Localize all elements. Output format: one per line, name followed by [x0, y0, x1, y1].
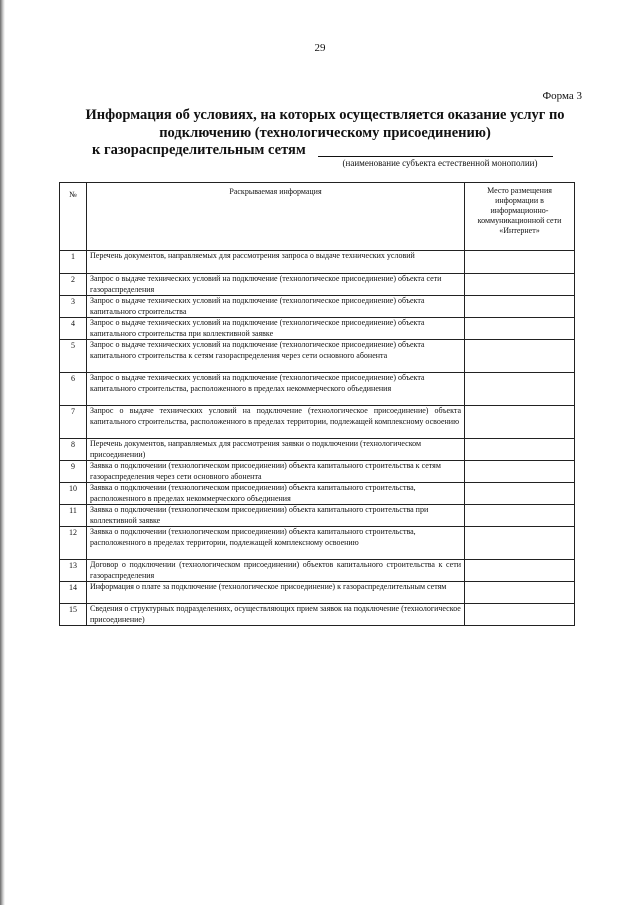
table-row	[60, 439, 575, 461]
row-place-cell	[465, 560, 575, 582]
row-place-cell	[465, 318, 575, 340]
row-info-text: Заявка о подключении (технологическом присоединении) объекта капитального строительства, расположенного в пределах некоммерческого объединения	[87, 483, 465, 505]
row-info-text: Запрос о выдаче технических условий на подключение (технологическое присоединение) объекта капитального строительства, расположенного в пределах некоммерческого объединения	[87, 373, 465, 406]
row-number: 6	[60, 373, 87, 406]
row-place-cell	[465, 483, 575, 505]
header-place: Место размещения информации в информационно-коммуникационной сети «Интернет»	[465, 183, 575, 251]
row-info-text: Перечень документов, направляемых для рассмотрения запроса о выдаче технических условий	[87, 251, 465, 274]
table-header-row	[60, 183, 575, 251]
row-place-cell	[465, 582, 575, 604]
row-info-text: Запрос о выдаче технических условий на подключение (технологическое присоединение) объекта капитального строительства, расположенного в пределах территории, подлежащей комплексному освоению	[87, 406, 465, 439]
document-title	[60, 106, 590, 142]
table-row	[60, 461, 575, 483]
row-number: 5	[60, 340, 87, 373]
scan-page-edge	[0, 0, 5, 905]
row-place-cell	[465, 373, 575, 406]
row-number: 11	[60, 505, 87, 527]
row-info-text: Заявка о подключении (технологическом присоединении) объекта капитального строительства к сетям газораспределения через сети основного абонента	[87, 461, 465, 483]
row-number: 9	[60, 461, 87, 483]
row-place-cell	[465, 340, 575, 373]
table-row	[60, 560, 575, 582]
row-place-cell	[465, 406, 575, 439]
title-line-2: подключению (технологическому присоединению)	[159, 125, 491, 141]
row-number: 7	[60, 406, 87, 439]
row-place-cell	[465, 274, 575, 296]
table-row	[60, 296, 575, 318]
row-place-cell	[465, 251, 575, 274]
table-row	[60, 406, 575, 439]
table-row	[60, 274, 575, 296]
title-line-1: Информация об условиях, на которых осуществляется оказание услуг по	[85, 107, 565, 123]
table-row	[60, 604, 575, 626]
row-info-text: Сведения о структурных подразделениях, осуществляющих прием заявок на подключение (технологическое присоединение)	[87, 604, 465, 626]
row-number: 14	[60, 582, 87, 604]
title-line-3: к газораспределительным сетям	[92, 142, 306, 158]
row-info-text: Запрос о выдаче технических условий на подключение (технологическое присоединение) объекта сети газораспределения	[87, 274, 465, 296]
table-row	[60, 483, 575, 505]
row-place-cell	[465, 527, 575, 560]
row-number: 13	[60, 560, 87, 582]
row-place-cell	[465, 461, 575, 483]
table-row	[60, 373, 575, 406]
header-info: Раскрываемая информация	[87, 183, 465, 251]
row-number: 10	[60, 483, 87, 505]
row-place-cell	[465, 439, 575, 461]
row-info-text: Договор о подключении (технологическом присоединении) объектов капитального строительства к сети газораспределения	[87, 560, 465, 582]
row-number: 8	[60, 439, 87, 461]
table-row	[60, 505, 575, 527]
row-info-text: Заявка о подключении (технологическом присоединении) объекта капитального строительства, расположенного в пределах территории, подлежащей комплексному освоению	[87, 527, 465, 560]
table-row	[60, 527, 575, 560]
form-label: Форма 3	[542, 90, 582, 102]
table-row	[60, 251, 575, 274]
row-number: 4	[60, 318, 87, 340]
row-place-cell	[465, 505, 575, 527]
page-number: 29	[314, 42, 326, 54]
subject-name-blank	[318, 156, 553, 157]
row-place-cell	[465, 296, 575, 318]
row-info-text: Перечень документов, направляемых для рассмотрения заявки о подключении (технологическом присоединении)	[87, 439, 465, 461]
row-number: 3	[60, 296, 87, 318]
subject-caption: (наименование субъекта естественной монополии)	[342, 158, 538, 168]
row-place-cell	[465, 604, 575, 626]
row-info-text: Информация о плате за подключение (технологическое присоединение) к газораспределительным сетям	[87, 582, 465, 604]
row-info-text: Запрос о выдаче технических условий на подключение (технологическое присоединение) объекта капитального строительства к сетям газораспределения через сети основного абонента	[87, 340, 465, 373]
row-info-text: Запрос о выдаче технических условий на подключение (технологическое присоединение) объекта капитального строительства	[87, 296, 465, 318]
table-row	[60, 340, 575, 373]
disclosure-table	[59, 182, 575, 626]
row-number: 2	[60, 274, 87, 296]
row-info-text: Заявка о подключении (технологическом присоединении) объекта капитального строительства при коллективной заявке	[87, 505, 465, 527]
row-number: 12	[60, 527, 87, 560]
header-num: №	[60, 183, 87, 251]
table-row	[60, 318, 575, 340]
row-number: 15	[60, 604, 87, 626]
table-row	[60, 582, 575, 604]
row-info-text: Запрос о выдаче технических условий на подключение (технологическое присоединение) объекта капитального строительства при коллективной заявке	[87, 318, 465, 340]
row-number: 1	[60, 251, 87, 274]
